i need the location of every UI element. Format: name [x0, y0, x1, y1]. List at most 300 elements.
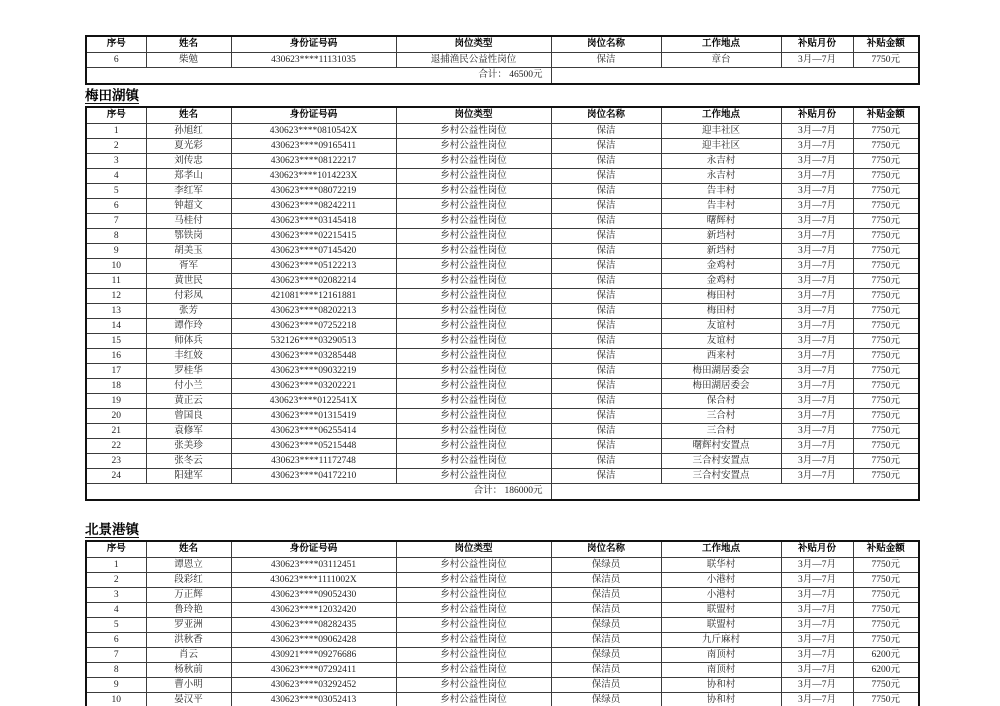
cell-work-location: 告丰村 [661, 199, 781, 214]
cell-seq: 10 [86, 259, 146, 274]
cell-subsidy-amount: 7750元 [853, 169, 919, 184]
cell-id-number: 430623****06255414 [231, 424, 396, 439]
total-label: 合计： 46500元 [86, 68, 551, 85]
cell-subsidy-amount: 7750元 [853, 319, 919, 334]
cell-name: 刘传忠 [146, 154, 231, 169]
cell-work-location: 告丰村 [661, 184, 781, 199]
col-post-type: 岗位类型 [396, 541, 551, 558]
cell-post-type: 乡村公益性岗位 [396, 633, 551, 648]
cell-subsidy-amount: 7750元 [853, 229, 919, 244]
cell-subsidy-months: 3月—7月 [781, 334, 853, 349]
cell-work-location: 曙辉村 [661, 214, 781, 229]
cell-seq: 4 [86, 169, 146, 184]
cell-id-number: 430623****09062428 [231, 633, 396, 648]
table-row [86, 199, 919, 214]
cell-work-location: 南顶村 [661, 648, 781, 663]
cell-subsidy-months: 3月—7月 [781, 349, 853, 364]
cell-name: 黄世民 [146, 274, 231, 289]
cell-subsidy-amount: 7750元 [853, 618, 919, 633]
col-id-number: 身份证号码 [231, 541, 396, 558]
cell-work-location: 联盟村 [661, 603, 781, 618]
cell-seq: 19 [86, 394, 146, 409]
cell-post-name: 保洁员 [551, 603, 661, 618]
cell-subsidy-amount: 7750元 [853, 184, 919, 199]
table-row [86, 349, 919, 364]
cell-post-type: 乡村公益性岗位 [396, 558, 551, 573]
cell-post-name: 保洁 [551, 409, 661, 424]
cell-seq: 9 [86, 244, 146, 259]
col-subsidy-amount: 补贴金额 [853, 107, 919, 124]
table-row [86, 573, 919, 588]
col-work-location: 工作地点 [661, 36, 781, 53]
cell-subsidy-months: 3月—7月 [781, 319, 853, 334]
cell-id-number: 430623****08122217 [231, 154, 396, 169]
cell-work-location: 三合村 [661, 409, 781, 424]
cell-post-name: 保洁 [551, 364, 661, 379]
cell-subsidy-amount: 7750元 [853, 439, 919, 454]
cell-subsidy-months: 3月—7月 [781, 663, 853, 678]
cell-subsidy-months: 3月—7月 [781, 244, 853, 259]
cell-work-location: 迎丰社区 [661, 139, 781, 154]
roster-table [85, 35, 920, 85]
cell-work-location: 章台 [661, 53, 781, 68]
cell-seq: 23 [86, 454, 146, 469]
cell-id-number: 430623****12032420 [231, 603, 396, 618]
cell-seq: 8 [86, 663, 146, 678]
cell-work-location: 迎丰社区 [661, 124, 781, 139]
cell-subsidy-amount: 7750元 [853, 603, 919, 618]
table-row [86, 633, 919, 648]
cell-id-number: 430623****11172748 [231, 454, 396, 469]
table-row [86, 244, 919, 259]
cell-post-type: 乡村公益性岗位 [396, 618, 551, 633]
cell-subsidy-amount: 7750元 [853, 244, 919, 259]
cell-post-name: 保洁员 [551, 663, 661, 678]
total-row [86, 484, 919, 501]
cell-post-name: 保洁 [551, 304, 661, 319]
cell-id-number: 532126****03290513 [231, 334, 396, 349]
cell-id-number: 430623****01315419 [231, 409, 396, 424]
cell-id-number: 430623****07252218 [231, 319, 396, 334]
cell-work-location: 友谊村 [661, 319, 781, 334]
cell-post-name: 保洁 [551, 349, 661, 364]
cell-work-location: 协和村 [661, 678, 781, 693]
cell-post-type: 乡村公益性岗位 [396, 693, 551, 706]
cell-post-name: 保绿员 [551, 693, 661, 706]
cell-work-location: 联华村 [661, 558, 781, 573]
cell-seq: 22 [86, 439, 146, 454]
total-empty-cell [551, 484, 919, 501]
cell-id-number: 430623****03202221 [231, 379, 396, 394]
cell-post-type: 乡村公益性岗位 [396, 439, 551, 454]
table-row [86, 214, 919, 229]
table-row [86, 588, 919, 603]
cell-work-location: 三合村 [661, 424, 781, 439]
cell-work-location: 梅田湖居委会 [661, 364, 781, 379]
cell-name: 罗亚洲 [146, 618, 231, 633]
cell-id-number: 430623****03145418 [231, 214, 396, 229]
col-post-name: 岗位名称 [551, 107, 661, 124]
cell-seq: 5 [86, 184, 146, 199]
cell-subsidy-amount: 7750元 [853, 454, 919, 469]
col-name: 姓名 [146, 107, 231, 124]
table-row [86, 424, 919, 439]
cell-name: 张冬云 [146, 454, 231, 469]
cell-post-name: 保洁 [551, 289, 661, 304]
table-row [86, 618, 919, 633]
cell-subsidy-amount: 7750元 [853, 678, 919, 693]
roster-table [85, 106, 920, 501]
cell-post-type: 乡村公益性岗位 [396, 334, 551, 349]
cell-name: 曾国良 [146, 409, 231, 424]
cell-post-type: 乡村公益性岗位 [396, 154, 551, 169]
cell-seq: 1 [86, 558, 146, 573]
cell-subsidy-amount: 7750元 [853, 274, 919, 289]
cell-subsidy-months: 3月—7月 [781, 603, 853, 618]
cell-id-number: 430623****05122213 [231, 259, 396, 274]
cell-name: 张芳 [146, 304, 231, 319]
cell-name: 钟超文 [146, 199, 231, 214]
cell-seq: 4 [86, 603, 146, 618]
cell-subsidy-amount: 7750元 [853, 289, 919, 304]
cell-subsidy-months: 3月—7月 [781, 124, 853, 139]
cell-post-name: 保洁员 [551, 633, 661, 648]
cell-seq: 2 [86, 139, 146, 154]
cell-post-name: 保洁 [551, 184, 661, 199]
cell-subsidy-months: 3月—7月 [781, 588, 853, 603]
col-post-type: 岗位类型 [396, 36, 551, 53]
cell-post-type: 乡村公益性岗位 [396, 469, 551, 484]
cell-id-number: 430921****09276686 [231, 648, 396, 663]
section-title: 梅田湖镇 [85, 88, 139, 103]
cell-name: 黄正云 [146, 394, 231, 409]
cell-seq: 18 [86, 379, 146, 394]
cell-post-type: 乡村公益性岗位 [396, 319, 551, 334]
cell-work-location: 三合村安置点 [661, 454, 781, 469]
cell-post-type: 乡村公益性岗位 [396, 424, 551, 439]
col-post-name: 岗位名称 [551, 36, 661, 53]
cell-post-type: 乡村公益性岗位 [396, 588, 551, 603]
table-row [86, 334, 919, 349]
table-row [86, 154, 919, 169]
cell-id-number: 430623****03292452 [231, 678, 396, 693]
header-row [86, 107, 919, 124]
cell-subsidy-months: 3月—7月 [781, 439, 853, 454]
table-row [86, 469, 919, 484]
table-row [86, 439, 919, 454]
cell-id-number: 430623****07145420 [231, 244, 396, 259]
cell-name: 段彩红 [146, 573, 231, 588]
cell-subsidy-amount: 7750元 [853, 633, 919, 648]
col-seq: 序号 [86, 107, 146, 124]
cell-post-type: 乡村公益性岗位 [396, 573, 551, 588]
cell-name: 肖云 [146, 648, 231, 663]
cell-subsidy-months: 3月—7月 [781, 184, 853, 199]
cell-subsidy-months: 3月—7月 [781, 259, 853, 274]
cell-seq: 20 [86, 409, 146, 424]
cell-post-type: 乡村公益性岗位 [396, 169, 551, 184]
cell-post-type: 乡村公益性岗位 [396, 364, 551, 379]
cell-name: 胡美玉 [146, 244, 231, 259]
cell-work-location: 永吉村 [661, 169, 781, 184]
cell-id-number: 430623****1014223X [231, 169, 396, 184]
cell-post-name: 保洁员 [551, 573, 661, 588]
cell-post-type: 乡村公益性岗位 [396, 139, 551, 154]
col-subsidy-months: 补贴月份 [781, 541, 853, 558]
cell-post-name: 保洁 [551, 169, 661, 184]
cell-post-name: 保洁员 [551, 678, 661, 693]
cell-seq: 11 [86, 274, 146, 289]
cell-name: 万正辉 [146, 588, 231, 603]
cell-post-name: 保洁 [551, 319, 661, 334]
col-id-number: 身份证号码 [231, 107, 396, 124]
cell-subsidy-amount: 6200元 [853, 648, 919, 663]
cell-work-location: 南顶村 [661, 663, 781, 678]
cell-seq: 3 [86, 588, 146, 603]
cell-subsidy-amount: 7750元 [853, 379, 919, 394]
cell-post-type: 乡村公益性岗位 [396, 663, 551, 678]
table-row [86, 124, 919, 139]
cell-post-name: 保洁 [551, 439, 661, 454]
cell-name: 李红军 [146, 184, 231, 199]
cell-subsidy-months: 3月—7月 [781, 558, 853, 573]
cell-subsidy-months: 3月—7月 [781, 304, 853, 319]
cell-work-location: 九斤麻村 [661, 633, 781, 648]
cell-subsidy-amount: 7750元 [853, 349, 919, 364]
cell-work-location: 联盟村 [661, 618, 781, 633]
table-row [86, 259, 919, 274]
cell-post-name: 保洁 [551, 424, 661, 439]
cell-post-name: 保洁 [551, 214, 661, 229]
total-label: 合计： 186000元 [86, 484, 551, 501]
table-row [86, 289, 919, 304]
cell-id-number: 430623****09032219 [231, 364, 396, 379]
cell-post-type: 乡村公益性岗位 [396, 259, 551, 274]
cell-name: 袁修军 [146, 424, 231, 439]
cell-name: 师体兵 [146, 334, 231, 349]
sheet [85, 35, 918, 706]
cell-post-name: 保洁 [551, 379, 661, 394]
table-row [86, 169, 919, 184]
cell-post-name: 保洁 [551, 244, 661, 259]
cell-seq: 8 [86, 229, 146, 244]
cell-name: 鄂铁岗 [146, 229, 231, 244]
cell-name: 付彩凤 [146, 289, 231, 304]
cell-subsidy-amount: 7750元 [853, 154, 919, 169]
cell-id-number: 430623****05215448 [231, 439, 396, 454]
cell-work-location: 小港村 [661, 573, 781, 588]
cell-seq: 1 [86, 124, 146, 139]
col-seq: 序号 [86, 36, 146, 53]
cell-subsidy-months: 3月—7月 [781, 154, 853, 169]
cell-name: 罗桂华 [146, 364, 231, 379]
cell-id-number: 430623****08242211 [231, 199, 396, 214]
header-row [86, 541, 919, 558]
cell-name: 胥军 [146, 259, 231, 274]
cell-post-name: 保洁 [551, 259, 661, 274]
cell-id-number: 430623****03112451 [231, 558, 396, 573]
cell-id-number: 430623****03285448 [231, 349, 396, 364]
cell-work-location: 金鸡村 [661, 274, 781, 289]
cell-post-name: 保洁员 [551, 588, 661, 603]
cell-seq: 9 [86, 678, 146, 693]
cell-post-name: 保洁 [551, 154, 661, 169]
cell-id-number: 430623****11131035 [231, 53, 396, 68]
cell-id-number: 430623****09052430 [231, 588, 396, 603]
cell-subsidy-amount: 7750元 [853, 394, 919, 409]
cell-post-type: 乡村公益性岗位 [396, 289, 551, 304]
cell-name: 曹小明 [146, 678, 231, 693]
cell-seq: 16 [86, 349, 146, 364]
table-row [86, 648, 919, 663]
cell-work-location: 梅田湖居委会 [661, 379, 781, 394]
cell-name: 丰红姣 [146, 349, 231, 364]
cell-post-type: 乡村公益性岗位 [396, 244, 551, 259]
col-subsidy-months: 补贴月份 [781, 107, 853, 124]
cell-seq: 12 [86, 289, 146, 304]
header-row [86, 36, 919, 53]
col-post-type: 岗位类型 [396, 107, 551, 124]
cell-subsidy-amount: 7750元 [853, 139, 919, 154]
table-row [86, 139, 919, 154]
cell-work-location: 小港村 [661, 588, 781, 603]
cell-id-number: 430623****09165411 [231, 139, 396, 154]
table-row [86, 558, 919, 573]
cell-subsidy-amount: 7750元 [853, 424, 919, 439]
cell-post-type: 退捕渔民公益性岗位 [396, 53, 551, 68]
cell-subsidy-months: 3月—7月 [781, 648, 853, 663]
cell-post-type: 乡村公益性岗位 [396, 214, 551, 229]
table-row [86, 274, 919, 289]
cell-seq: 13 [86, 304, 146, 319]
cell-work-location: 梅田村 [661, 304, 781, 319]
cell-id-number: 430623****02082214 [231, 274, 396, 289]
cell-subsidy-months: 3月—7月 [781, 274, 853, 289]
cell-post-type: 乡村公益性岗位 [396, 274, 551, 289]
cell-id-number: 430623****08282435 [231, 618, 396, 633]
cell-subsidy-months: 3月—7月 [781, 169, 853, 184]
cell-seq: 6 [86, 199, 146, 214]
table-row [86, 229, 919, 244]
cell-post-type: 乡村公益性岗位 [396, 603, 551, 618]
cell-subsidy-amount: 7750元 [853, 573, 919, 588]
cell-subsidy-months: 3月—7月 [781, 454, 853, 469]
total-empty-cell [551, 68, 919, 85]
cell-post-type: 乡村公益性岗位 [396, 409, 551, 424]
cell-id-number: 430623****0122541X [231, 394, 396, 409]
cell-seq: 24 [86, 469, 146, 484]
cell-subsidy-amount: 7750元 [853, 214, 919, 229]
cell-subsidy-amount: 7750元 [853, 588, 919, 603]
table-row [86, 304, 919, 319]
cell-subsidy-months: 3月—7月 [781, 409, 853, 424]
cell-post-name: 保洁 [551, 124, 661, 139]
cell-post-type: 乡村公益性岗位 [396, 199, 551, 214]
cell-post-type: 乡村公益性岗位 [396, 379, 551, 394]
cell-post-name: 保洁 [551, 274, 661, 289]
col-work-location: 工作地点 [661, 107, 781, 124]
cell-name: 阳建军 [146, 469, 231, 484]
col-post-name: 岗位名称 [551, 541, 661, 558]
cell-subsidy-amount: 7750元 [853, 409, 919, 424]
cell-id-number: 430623****08202213 [231, 304, 396, 319]
cell-name: 谭作玲 [146, 319, 231, 334]
cell-post-type: 乡村公益性岗位 [396, 648, 551, 663]
cell-subsidy-months: 3月—7月 [781, 618, 853, 633]
cell-work-location: 友谊村 [661, 334, 781, 349]
col-id-number: 身份证号码 [231, 36, 396, 53]
cell-name: 张美珍 [146, 439, 231, 454]
cell-subsidy-amount: 7750元 [853, 469, 919, 484]
cell-name: 杨秋前 [146, 663, 231, 678]
cell-subsidy-months: 3月—7月 [781, 139, 853, 154]
cell-id-number: 421081****12161881 [231, 289, 396, 304]
cell-post-type: 乡村公益性岗位 [396, 304, 551, 319]
cell-subsidy-months: 3月—7月 [781, 289, 853, 304]
cell-seq: 21 [86, 424, 146, 439]
cell-post-name: 保洁 [551, 139, 661, 154]
cell-subsidy-months: 3月—7月 [781, 394, 853, 409]
cell-subsidy-months: 3月—7月 [781, 633, 853, 648]
cell-seq: 17 [86, 364, 146, 379]
table-row [86, 184, 919, 199]
cell-subsidy-amount: 7750元 [853, 693, 919, 706]
cell-work-location: 梅田村 [661, 289, 781, 304]
cell-id-number: 430623****1111002X [231, 573, 396, 588]
cell-work-location: 新垱村 [661, 244, 781, 259]
cell-subsidy-amount: 7750元 [853, 364, 919, 379]
cell-post-name: 保绿员 [551, 618, 661, 633]
cell-work-location: 金鸡村 [661, 259, 781, 274]
cell-seq: 14 [86, 319, 146, 334]
cell-name: 柴勉 [146, 53, 231, 68]
cell-post-type: 乡村公益性岗位 [396, 184, 551, 199]
table-row [86, 663, 919, 678]
col-subsidy-amount: 补贴金额 [853, 541, 919, 558]
cell-subsidy-months: 3月—7月 [781, 53, 853, 68]
table-row [86, 364, 919, 379]
cell-work-location: 新垱村 [661, 229, 781, 244]
table-row [86, 693, 919, 706]
cell-subsidy-months: 3月—7月 [781, 693, 853, 706]
cell-subsidy-months: 3月—7月 [781, 424, 853, 439]
col-work-location: 工作地点 [661, 541, 781, 558]
table-row [86, 394, 919, 409]
cell-seq: 6 [86, 633, 146, 648]
table-row [86, 603, 919, 618]
cell-seq: 3 [86, 154, 146, 169]
cell-seq: 5 [86, 618, 146, 633]
cell-seq: 7 [86, 214, 146, 229]
cell-seq: 7 [86, 648, 146, 663]
cell-post-name: 保绿员 [551, 558, 661, 573]
cell-subsidy-months: 3月—7月 [781, 469, 853, 484]
cell-name: 谭恩立 [146, 558, 231, 573]
table-row [86, 409, 919, 424]
cell-subsidy-months: 3月—7月 [781, 214, 853, 229]
cell-post-name: 保洁 [551, 454, 661, 469]
cell-post-name: 保洁 [551, 394, 661, 409]
col-subsidy-months: 补贴月份 [781, 36, 853, 53]
cell-post-type: 乡村公益性岗位 [396, 678, 551, 693]
cell-subsidy-amount: 7750元 [853, 259, 919, 274]
cell-subsidy-amount: 7750元 [853, 199, 919, 214]
table-row [86, 379, 919, 394]
cell-seq: 10 [86, 693, 146, 706]
table-row [86, 53, 919, 68]
cell-seq: 2 [86, 573, 146, 588]
col-subsidy-amount: 补贴金额 [853, 36, 919, 53]
